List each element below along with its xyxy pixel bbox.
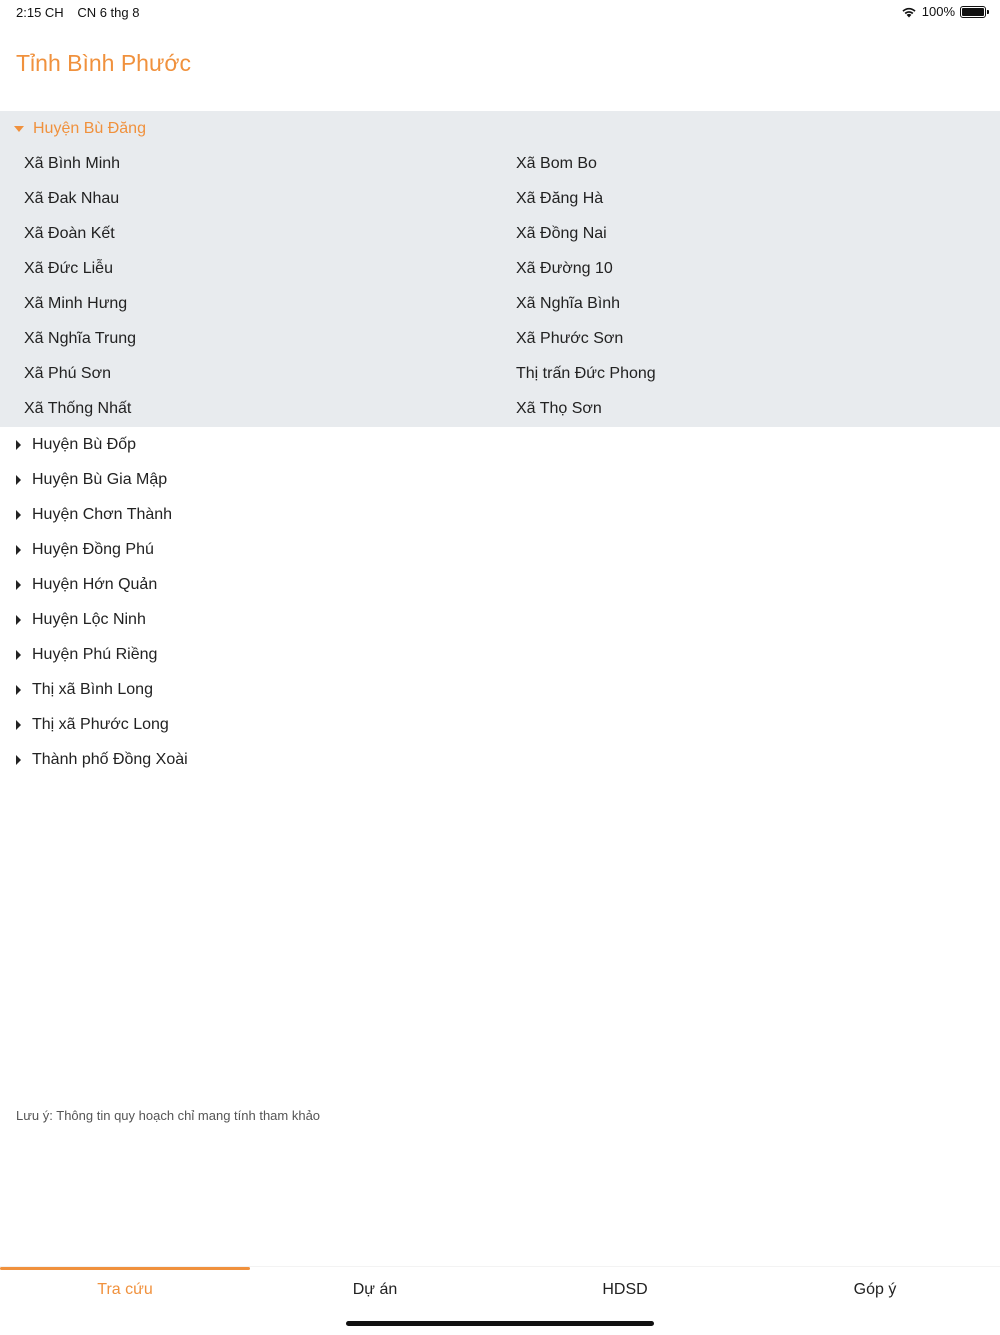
caret-right-icon: [16, 615, 21, 625]
district-header[interactable]: [0, 707, 1000, 742]
district-header[interactable]: [0, 462, 1000, 497]
district-group: [0, 111, 1000, 427]
active-tab-indicator: [0, 1267, 250, 1270]
district-header[interactable]: [0, 602, 1000, 637]
caret-right-icon: [16, 510, 21, 520]
district-header[interactable]: [0, 567, 1000, 602]
commune-item[interactable]: Xã Bình Minh: [24, 154, 121, 172]
caret-right-icon: [16, 545, 21, 555]
commune-item[interactable]: Xã Minh Hưng: [24, 294, 128, 312]
district-name: Huyện Đồng Phú: [32, 540, 154, 558]
battery-percent: 100%: [921, 4, 955, 19]
district-group: [0, 567, 1000, 602]
district-name: Huyện Hớn Quản: [32, 575, 158, 593]
commune-item[interactable]: Xã Nghĩa Trung: [24, 329, 137, 347]
district-header[interactable]: [0, 742, 1000, 777]
commune-item[interactable]: Xã Phú Sơn: [24, 364, 111, 382]
home-indicator: [346, 1321, 654, 1326]
district-header[interactable]: [0, 637, 1000, 672]
commune-item[interactable]: Xã Đường 10: [516, 259, 613, 277]
district-name: Huyện Phú Riềng: [32, 645, 158, 663]
commune-item[interactable]: Xã Thọ Sơn: [516, 399, 602, 417]
tab-tra-cuu[interactable]: Tra cứu: [97, 1281, 153, 1298]
district-name: Huyện Bù Gia Mập: [32, 470, 168, 488]
district-group: [0, 637, 1000, 672]
commune-item[interactable]: Xã Đồng Nai: [516, 224, 607, 242]
wifi-icon: [901, 6, 917, 18]
district-header[interactable]: [0, 532, 1000, 567]
caret-right-icon: [16, 720, 21, 730]
commune-item[interactable]: Xã Đức Liễu: [24, 259, 113, 277]
caret-right-icon: [16, 440, 21, 450]
district-name: Huyện Bù Đốp: [32, 435, 137, 453]
commune-item[interactable]: Xã Đăng Hà: [516, 189, 604, 207]
commune-item[interactable]: Thị trấn Đức Phong: [516, 364, 656, 382]
status-left: [16, 5, 149, 20]
commune-item[interactable]: Xã Nghĩa Bình: [516, 294, 621, 312]
district-group: [0, 672, 1000, 707]
caret-right-icon: [16, 685, 21, 695]
caret-right-icon: [16, 580, 21, 590]
status-date: CN 6 thg 8: [77, 5, 140, 20]
district-name: Huyện Chơn Thành: [32, 505, 173, 523]
district-header[interactable]: [0, 427, 1000, 462]
caret-right-icon: [16, 755, 21, 765]
tab-hdsd[interactable]: HDSD: [602, 1281, 648, 1298]
commune-item[interactable]: Xã Đoàn Kết: [24, 224, 115, 242]
district-group: [0, 742, 1000, 777]
district-header[interactable]: [0, 497, 1000, 532]
district-header[interactable]: [0, 111, 1000, 146]
caret-right-icon: [16, 650, 21, 660]
status-bar: [0, 0, 1000, 24]
district-group: [0, 707, 1000, 742]
district-group: [0, 602, 1000, 637]
commune-item[interactable]: Xã Đak Nhau: [24, 189, 120, 207]
district-group: [0, 532, 1000, 567]
tab-du-an[interactable]: Dự án: [352, 1281, 398, 1298]
district-name: Thị xã Bình Long: [32, 680, 153, 698]
district-header[interactable]: [0, 672, 1000, 707]
district-group: [0, 427, 1000, 462]
district-group: [0, 462, 1000, 497]
status-right: [901, 4, 986, 19]
commune-grid: [0, 146, 1000, 427]
tab-gop-y[interactable]: Góp ý: [853, 1281, 897, 1298]
commune-item[interactable]: Xã Phước Sơn: [516, 329, 624, 347]
commune-item[interactable]: Xã Thống Nhất: [24, 399, 132, 417]
caret-down-icon: [14, 126, 24, 132]
district-name: Thành phố Đồng Xoài: [32, 750, 188, 768]
district-name: Huyện Lộc Ninh: [32, 610, 146, 628]
page-title: Tỉnh Bình Phước: [16, 50, 191, 76]
status-time: 2:15 CH: [16, 5, 64, 20]
disclaimer-note: Lưu ý: Thông tin quy hoạch chỉ mang tính tham khảo: [16, 1108, 321, 1123]
battery-icon: [960, 6, 986, 18]
caret-right-icon: [16, 475, 21, 485]
commune-item[interactable]: Xã Bom Bo: [516, 154, 597, 172]
district-name: Thị xã Phước Long: [32, 715, 169, 733]
district-group: [0, 497, 1000, 532]
district-name: Huyện Bù Đăng: [33, 119, 146, 137]
district-list: [0, 111, 1000, 777]
